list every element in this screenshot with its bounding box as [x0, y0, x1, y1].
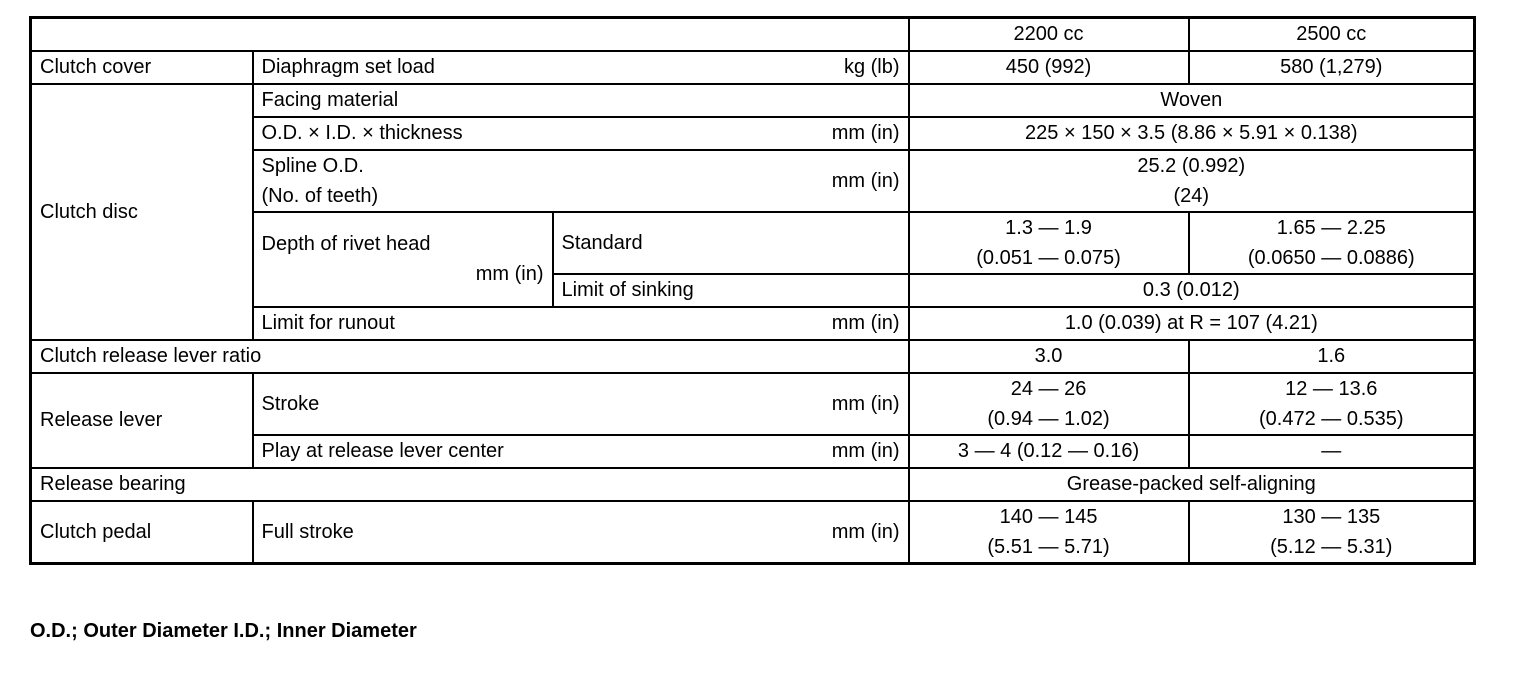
runout-label: Limit for runout — [261, 312, 395, 334]
clutch-cover-label: Clutch cover — [31, 51, 253, 84]
disc-dimensions-value: 225 × 150 × 3.5 (8.86 × 5.91 × 0.138) — [909, 117, 1475, 150]
facing-material-label: Facing material — [253, 84, 909, 117]
runout-unit: mm (in) — [831, 312, 900, 334]
rivet-standard-label: Standard — [553, 212, 909, 274]
clutch-spec-table — [29, 16, 1476, 565]
rivet-depth-cell — [253, 212, 553, 307]
release-lever-stroke-label: Stroke — [261, 392, 320, 415]
header-2500cc: 2500 cc — [1189, 18, 1475, 51]
header-blank-cell — [31, 18, 909, 51]
header-2200cc: 2200 cc — [909, 18, 1189, 51]
clutch-pedal-2500 — [1189, 501, 1475, 564]
release-lever-stroke-2200 — [909, 373, 1189, 435]
clutch-pedal-stroke-unit: mm (in) — [831, 520, 900, 543]
spline-value-line1: 25.2 (0.992) — [1137, 154, 1246, 177]
runout-value: 1.0 (0.039) at R = 107 (4.21) — [909, 307, 1475, 340]
footnote: O.D.; Outer Diameter I.D.; Inner Diameter — [30, 620, 417, 642]
spline-unit: mm (in) — [831, 169, 900, 192]
clutch-pedal-row — [31, 501, 1475, 564]
clutch-pedal-2200-line2: (5.51 — 5.71) — [987, 535, 1110, 558]
rivet-standard-2500-line2: (0.0650 — 0.0886) — [1247, 246, 1415, 269]
disc-dimensions-cell — [253, 117, 909, 150]
clutch-disc-label: Clutch disc — [31, 84, 253, 340]
runout-cell — [253, 307, 909, 340]
release-lever-stroke-2500 — [1189, 373, 1475, 435]
release-bearing-row — [31, 468, 1475, 501]
release-lever-stroke-row — [31, 373, 1475, 435]
rivet-limit-value: 0.3 (0.012) — [909, 274, 1475, 307]
diaphragm-set-load-2500: 580 (1,279) — [1189, 51, 1475, 84]
clutch-pedal-stroke-cell — [253, 501, 909, 564]
release-lever-stroke-cell — [253, 373, 909, 435]
disc-dimensions-unit: mm (in) — [831, 122, 900, 144]
clutch-pedal-2200-line1: 140 — 145 — [999, 505, 1098, 528]
release-lever-play-2500: — — [1189, 435, 1475, 468]
lever-ratio-label: Clutch release lever ratio — [31, 340, 909, 373]
release-lever-stroke-2200-line2: (0.94 — 1.02) — [987, 407, 1110, 430]
clutch-pedal-2500-line1: 130 — 135 — [1282, 505, 1381, 528]
clutch-cover-row — [31, 51, 1475, 84]
release-lever-stroke-2200-line1: 24 — 26 — [1010, 377, 1087, 400]
rivet-standard-2200-line2: (0.051 — 0.075) — [976, 246, 1121, 269]
clutch-pedal-2200 — [909, 501, 1189, 564]
diaphragm-set-load-cell — [253, 51, 909, 84]
diaphragm-set-load-unit: kg (lb) — [843, 56, 900, 78]
release-lever-stroke-2500-line1: 12 — 13.6 — [1285, 377, 1378, 400]
spline-cell — [253, 150, 909, 212]
spline-label-line2: (No. of teeth) — [261, 184, 379, 207]
diaphragm-set-load-2200: 450 (992) — [909, 51, 1189, 84]
rivet-depth-label: Depth of rivet head — [261, 233, 431, 255]
spline-value-line2: (24) — [1173, 184, 1210, 207]
rivet-limit-label: Limit of sinking — [553, 274, 909, 307]
release-lever-label: Release lever — [31, 373, 253, 468]
rivet-standard-2200 — [909, 212, 1189, 274]
rivet-standard-2500-line1: 1.65 — 2.25 — [1276, 216, 1386, 239]
release-lever-stroke-2500-line2: (0.472 — 0.535) — [1259, 407, 1404, 430]
facing-material-row — [31, 84, 1475, 117]
release-bearing-label: Release bearing — [31, 468, 909, 501]
diaphragm-set-load-label: Diaphragm set load — [261, 56, 435, 78]
release-lever-stroke-unit: mm (in) — [831, 392, 900, 415]
facing-material-value: Woven — [909, 84, 1475, 117]
clutch-pedal-label: Clutch pedal — [31, 501, 253, 564]
lever-ratio-2200: 3.0 — [909, 340, 1189, 373]
release-lever-play-unit: mm (in) — [831, 440, 900, 462]
release-bearing-value: Grease-packed self-aligning — [909, 468, 1475, 501]
clutch-pedal-stroke-label: Full stroke — [261, 520, 354, 543]
rivet-standard-2200-line1: 1.3 — 1.9 — [1005, 216, 1092, 239]
disc-dimensions-label: O.D. × I.D. × thickness — [261, 122, 463, 144]
release-lever-play-2200: 3 — 4 (0.12 — 0.16) — [909, 435, 1189, 468]
spline-value — [909, 150, 1475, 212]
rivet-standard-2500 — [1189, 212, 1475, 274]
release-lever-play-label: Play at release lever center — [261, 440, 504, 462]
clutch-pedal-2500-line2: (5.12 — 5.31) — [1270, 535, 1393, 558]
header-row — [31, 18, 1475, 51]
lever-ratio-2500: 1.6 — [1189, 340, 1475, 373]
lever-ratio-row — [31, 340, 1475, 373]
rivet-depth-unit: mm (in) — [475, 263, 544, 285]
spline-label-line1: Spline O.D. — [261, 154, 364, 177]
release-lever-play-cell — [253, 435, 909, 468]
